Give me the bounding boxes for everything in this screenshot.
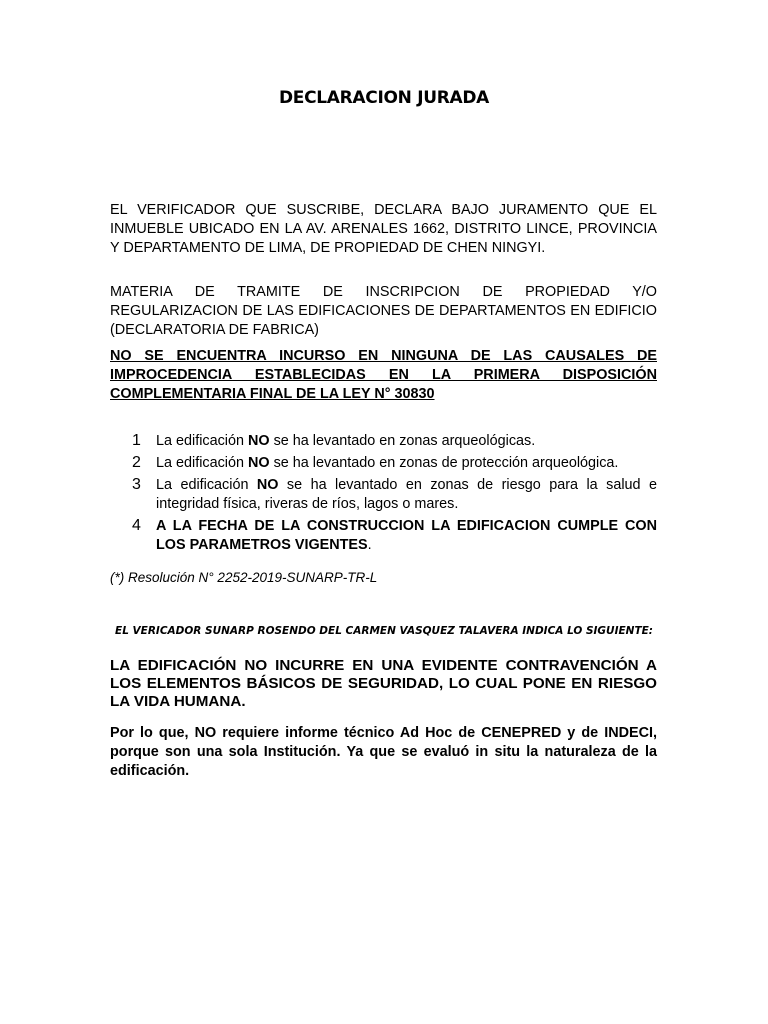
declaration-paragraph: EL VERIFICADOR QUE SUSCRIBE, DECLARA BAJO JURAMENTO QUE EL INMUEBLE UBICADO EN LA AV. ARENALES 1662, DISTRITO LINCE, PROVINCIA Y DEPARTAMENTO DE LIMA, DE PROPIEDAD DE CHEN NINGYI. <box>110 202 657 256</box>
conclusion-paragraph: Por lo que, NO requiere informe técnico Ad Hoc de CENEPRED y de INDECI, porque son una sola Institución. Ya que se evaluó in situ la naturaleza de la edificación. <box>110 725 657 779</box>
improcedence-statement: NO SE ENCUENTRA INCURSO EN NINGUNA DE LAS CAUSALES DE IMPROCEDENCIA ESTABLECIDAS EN LA PRIMERA DISPOSICIÓN COMPLEMENTARIA FINAL DE LA LEY N° 30830 <box>110 348 657 402</box>
item-text: A LA FECHA DE LA CONSTRUCCION LA EDIFICACION CUMPLE CON LOS PARAMETROS VIGENTES <box>156 518 657 553</box>
item-punctuation: . <box>367 537 372 553</box>
procedure-paragraph: MATERIA DE TRAMITE DE INSCRIPCION DE PROPIEDAD Y/O REGULARIZACION DE LAS EDIFICACIONES DE DEPARTAMENTOS EN EDIFICIO (DECLARATORIA DE FABRICA) <box>110 284 657 338</box>
item-emphasis: NO <box>256 477 279 493</box>
list-item <box>110 517 657 555</box>
item-text: se ha levantado en zonas de protección arqueológica. <box>269 455 619 471</box>
item-text: La edificación <box>156 455 249 471</box>
item-text: La edificación <box>156 477 257 493</box>
resolution-note: (*) Resolución N° 2252-2019-SUNARP-TR-L <box>110 570 378 585</box>
safety-statement: LA EDIFICACIÓN NO INCURRE EN UNA EVIDENTE CONTRAVENCIÓN A LOS ELEMENTOS BÁSICOS DE SEGURIDAD, LO CUAL PONE EN RIESGO LA VIDA HUMANA. <box>110 657 657 710</box>
list-number: 2 <box>132 454 141 471</box>
list-number: 4 <box>132 517 141 534</box>
item-text: se ha levantado en zonas de riesgo para la salud e integridad física, riveras de ríos, lagos o mares. <box>156 477 657 512</box>
document-title: DECLARACION JURADA <box>278 88 490 108</box>
item-text: La edificación <box>156 433 249 449</box>
item-emphasis: NO <box>248 433 270 449</box>
list-number: 3 <box>132 476 141 493</box>
list-item <box>110 432 657 451</box>
item-text: se ha levantado en zonas arqueológicas. <box>269 433 536 449</box>
item-emphasis: NO <box>248 455 270 471</box>
conditions-list <box>110 432 657 558</box>
list-number: 1 <box>132 432 141 449</box>
list-item <box>110 454 657 473</box>
verifier-line: EL VERICADOR SUNARP ROSENDO DEL CARMEN VASQUEZ TALAVERA INDICA LO SIGUIENTE: <box>115 625 653 637</box>
list-item <box>110 476 657 514</box>
